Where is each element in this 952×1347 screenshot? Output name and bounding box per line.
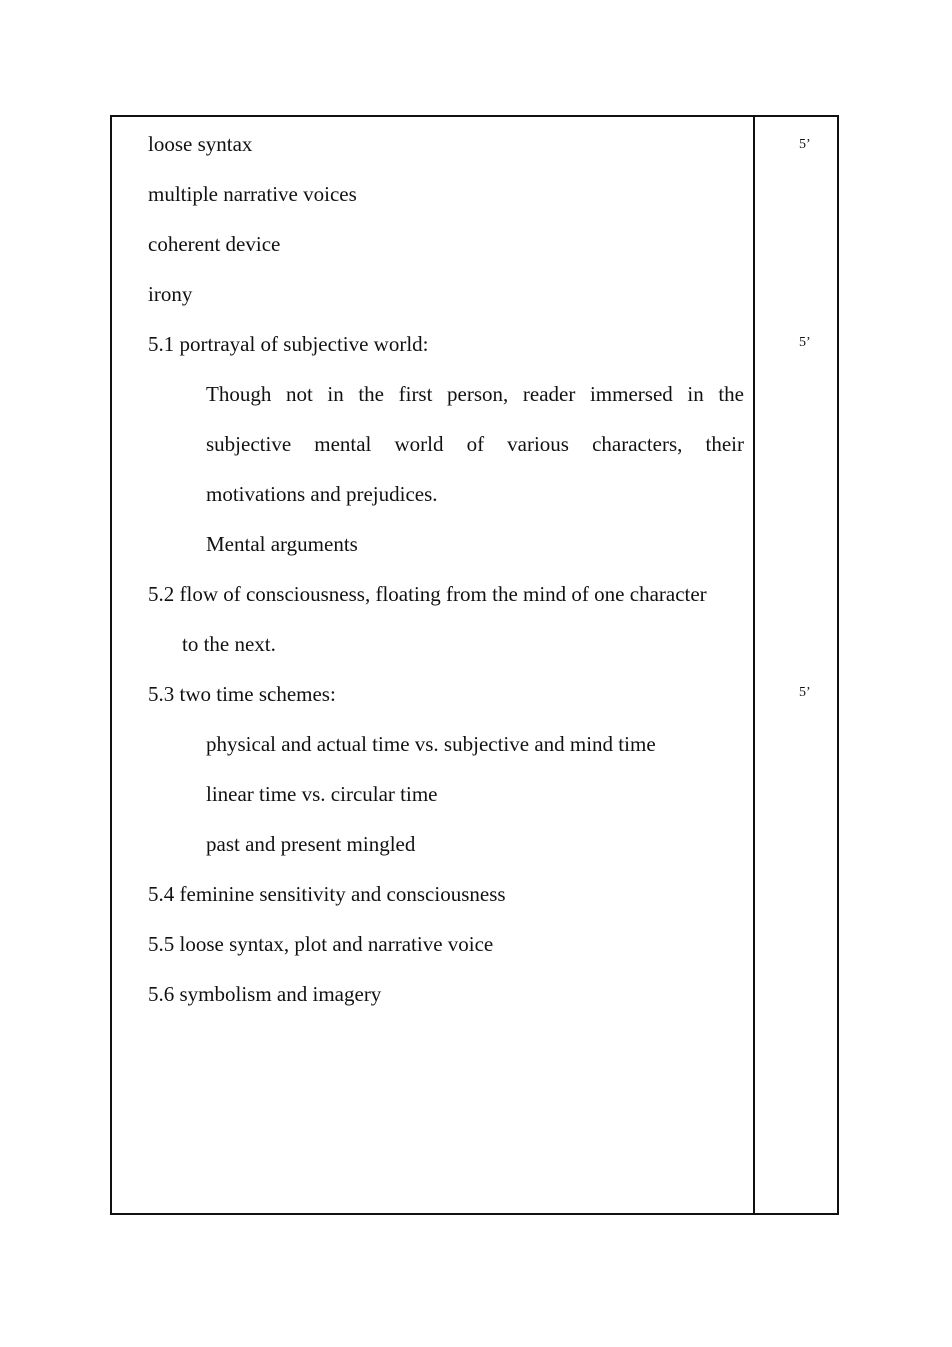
- section-5-1-paragraph-line-2: subjective mental world of various characters, their: [206, 432, 744, 456]
- section-5-4: 5.4 feminine sensitivity and consciousness: [148, 882, 506, 906]
- section-5-6: 5.6 symbolism and imagery: [148, 982, 382, 1006]
- section-5-1-mental-arguments: Mental arguments: [206, 532, 358, 556]
- section-5-1-heading: 5.1 portrayal of subjective world:: [148, 332, 429, 356]
- time-mark-1: 5’: [799, 137, 811, 152]
- section-5-1-paragraph-line-3: motivations and prejudices.: [206, 482, 438, 506]
- section-5-3-item-2: linear time vs. circular time: [206, 782, 438, 806]
- section-5-1-paragraph-line-1: Though not in the first person, reader immersed in the: [206, 382, 744, 406]
- time-mark-2: 5’: [799, 335, 811, 350]
- section-5-3-item-1: physical and actual time vs. subjective and mind time: [206, 732, 656, 756]
- text-multiple-narrative-voices: multiple narrative voices: [148, 182, 357, 206]
- section-5-2-line-1: 5.2 flow of consciousness, floating from the mind of one character: [148, 582, 707, 606]
- text-irony: irony: [148, 282, 193, 306]
- text-coherent-device: coherent device: [148, 232, 281, 256]
- text-loose-syntax: loose syntax: [148, 132, 253, 156]
- section-5-3-heading: 5.3 two time schemes:: [148, 682, 336, 706]
- section-5-3-item-3: past and present mingled: [206, 832, 416, 856]
- section-5-5: 5.5 loose syntax, plot and narrative voice: [148, 932, 494, 956]
- lesson-table: [110, 115, 839, 1215]
- section-5-2-line-2: to the next.: [182, 632, 276, 656]
- time-mark-3: 5’: [799, 685, 811, 700]
- column-divider: [753, 117, 755, 1213]
